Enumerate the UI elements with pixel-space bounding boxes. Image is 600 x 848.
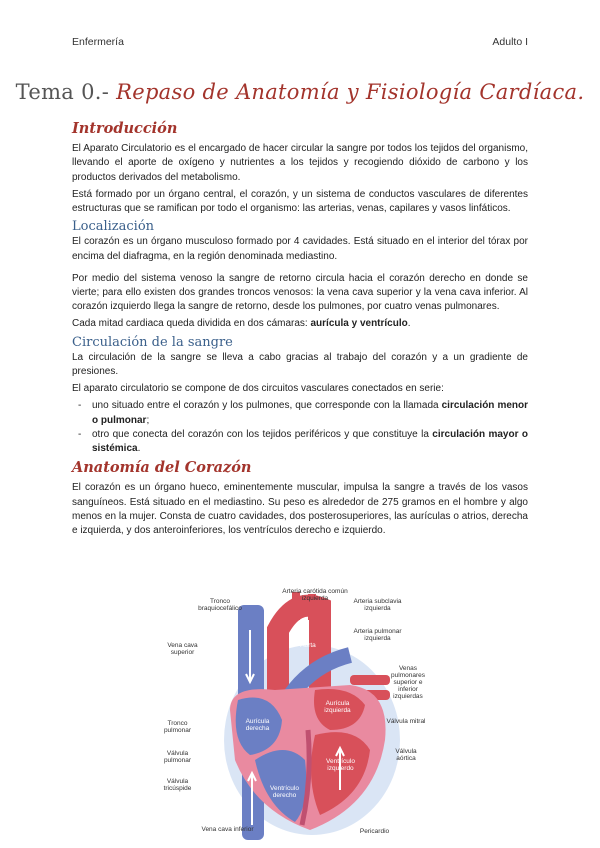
section-heading-introduccion: Introducción [72,120,178,137]
label-ventriculo-der: Ventrículo derecho [270,785,299,799]
header-course: Adulto I [492,36,528,48]
title-main: Repaso de Anatomía y Fisiología Cardíaca. [109,80,585,104]
section-heading-anatomia: Anatomía del Corazón [72,459,252,477]
label-tronco-pulmonar: Tronco pulmonar [163,720,192,734]
label-valvula-mitral: Válvula mitral [386,718,426,725]
label-pulmonar-izq: Arteria pulmonar izquierda [353,628,402,642]
label-venas-pulmonares: Venas pulmonares superior e inferior izquierdas [391,665,425,700]
label-vena-cava-inf: Vena cava inferior [201,826,254,833]
label-subclavia: Arteria subclavia izquierda [353,598,402,612]
label-auricula-der: Aurícula derecha [245,718,270,732]
label-valvula-pulmonar: Válvula pulmonar [163,750,192,764]
label-tronco-braquiocefalico: Tronco braquiocefálico [198,598,242,612]
label-ventriculo-izq: Ventrículo izquierdo [326,758,355,772]
label-auricula-izq: Aurícula izquierda [324,700,351,714]
list-item: - uno situado entre el corazón y los pulmones, que corresponde con la llamada circulación menor o pulmonar; [72,399,528,427]
localizacion-paragraph-1: El corazón es un órgano musculoso formado por 4 cavidades. Está situado en el interior del tórax por encima del diafragma, en la región denominada mediastino. [72,236,528,262]
label-valvula-tricuspide: Válvula tricúspide [163,778,192,792]
circuitos-list [72,399,528,456]
subheading-circulacion: Circulación de la sangre [72,334,233,350]
localizacion-paragraph-3: Cada mitad cardiaca queda dividida en dos cámaras: aurícula y ventrículo. [72,318,411,330]
localizacion-paragraph-2: Por medio del sistema venoso la sangre de retorno circula hacia el corazón derecho en donde se vierte; para ello existen dos grandes troncos venosos: la vena cava superior y la vena cava inferior. Al corazón izquierdo llega la sangre de retorno, desde los pulmones, por cuatro venas pulmonares. [72,272,528,313]
label-aorta: Aorta [300,642,316,649]
intro-paragraph-1: El Aparato Circulatorio es el encargado de hacer circular la sangre por todos los tejidos del organismo, llevando el aporte de oxígeno y nutrientes a los tejidos y recogiendo dióxido de carbono y los productos derivados del metabolismo. [72,143,528,183]
circulacion-paragraph-2: El aparato circulatorio se compone de dos circuitos vasculares conectados en serie: [72,383,444,395]
title-prefix: Tema 0.- [15,80,110,104]
label-carotida: Arteria carótida común izquierda [282,588,348,602]
header-subject: Enfermería [72,36,124,48]
camaras-bold: aurícula y ventrículo [310,318,408,330]
label-pericardio: Pericardio [359,828,390,835]
intro-paragraph-2: Está formado por un órgano central, el corazón, y un sistema de conductos vasculares de diferentes estructuras que se ramifican por todo el organismo: las arterias, venas, capilares y vasos linfáticos. [72,188,528,215]
page-title [0,80,600,104]
label-valvula-aortica: Válvula aórtica [395,748,417,762]
document-body [72,122,528,541]
list-item: - otro que conecta del corazón con los tejidos periféricos y que constituye la circulación mayor o sistémica. [72,428,528,456]
heart-diagram [163,588,426,840]
anatomia-paragraph-1: El corazón es un órgano hueco, eminentemente muscular, impulsa la sangre a través de los vasos sanguíneos. Está situado en el mediastino. Su peso es alrededor de 275 gramos en el hombre y algo menos en la mujer. Consta de cuatro cavidades, dos posterosuperiores, las aurículas o atrios, derecha e izquierda, y dos anteroinferiores, los ventrículos derecho e izquierdo. [72,482,528,537]
circulacion-paragraph-1: La circulación de la sangre se lleva a cabo gracias al trabajo del corazón y a un gradiente de presiones. [72,351,528,378]
label-vena-cava-sup: Vena cava superior [167,642,198,656]
subheading-localizacion: Localización [72,219,155,235]
